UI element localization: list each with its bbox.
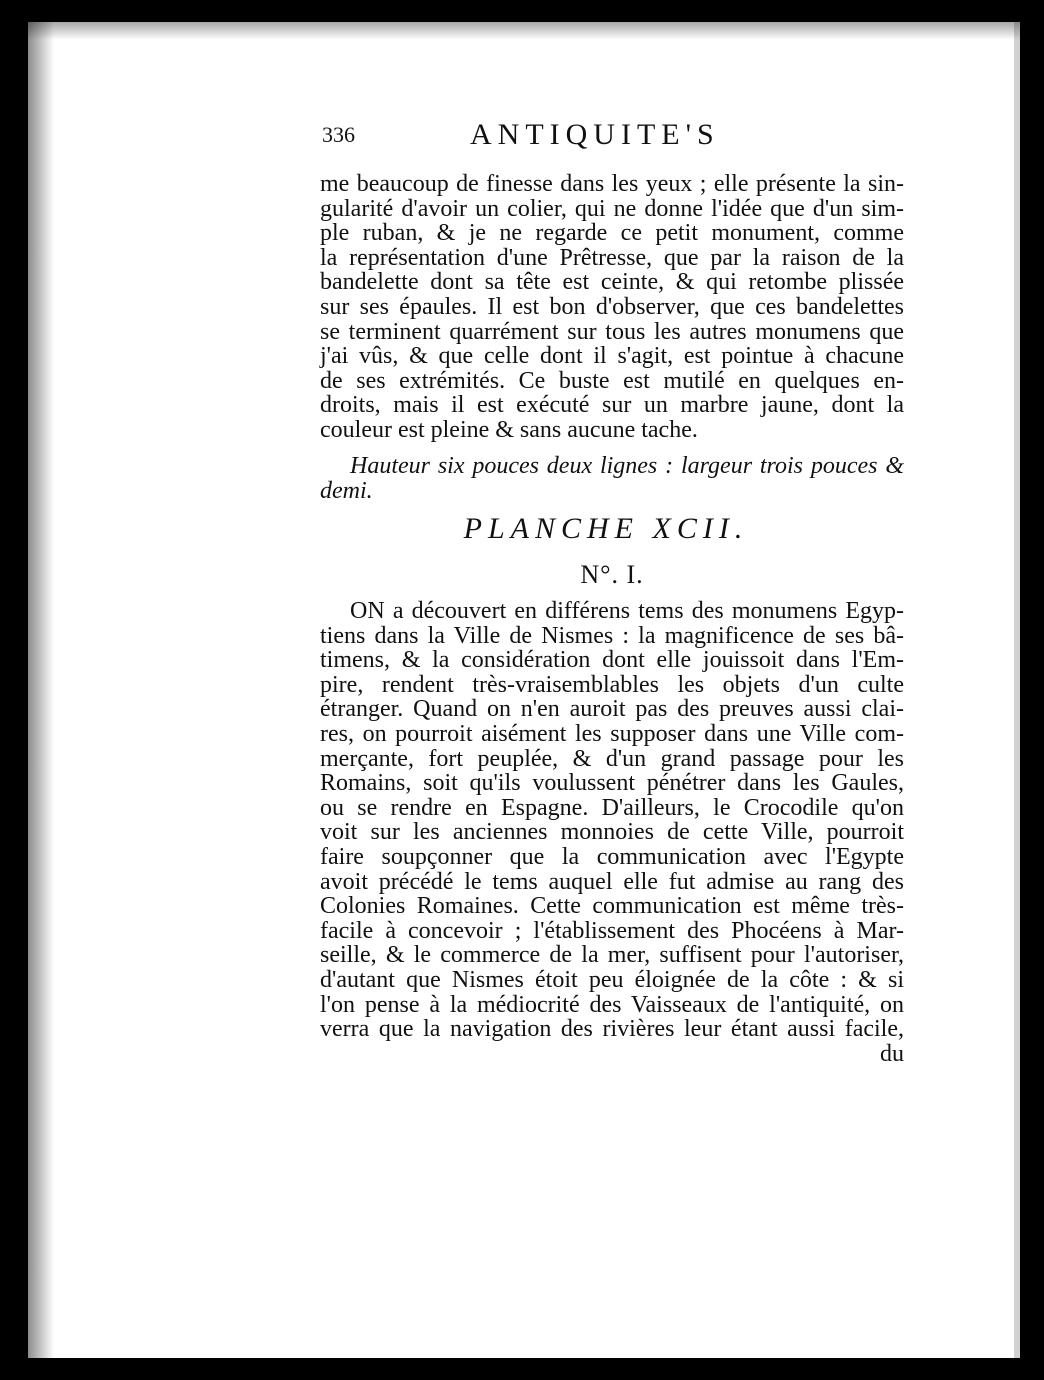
text-line: pire, rendent très-vraisemblables les objets d'un culte — [320, 671, 904, 698]
text-line: se terminent quarrément sur tous les autres monumens que — [320, 318, 904, 345]
running-head: ANTIQUITE'S — [470, 118, 720, 151]
text-line: couleur est pleine & sans aucune tache. — [320, 416, 698, 443]
text-line: droits, mais il est exécuté sur un marbre jaune, dont la — [320, 392, 904, 419]
paragraph-nismes — [320, 599, 904, 1066]
text-line: ou se rendre en Espagne. D'ailleurs, le Crocodile qu'on — [320, 794, 904, 821]
text-line: facile à concevoir ; l'établissement des Phocéens à Mar- — [320, 917, 904, 944]
section-number: N°. I. — [580, 560, 644, 589]
text-line: timens, & la considération dont elle jouissoit dans l'Em- — [320, 647, 904, 674]
text-line: de ses extrémités. Ce buste est mutilé en quelques en- — [320, 367, 904, 394]
page-edge-shadow — [28, 22, 54, 1358]
text-line: tiens dans la Ville de Nismes : la magnificence de ses bâ- — [320, 622, 904, 649]
text-line: verra que la navigation des rivières leur étant aussi facile, — [320, 1016, 904, 1043]
text-line: me beaucoup de finesse dans les yeux ; elle présente la sin- — [320, 171, 904, 197]
text-line: l'on pense à la médiocrité des Vaisseaux de l'antiquité, on — [320, 991, 904, 1018]
text-line: seille, & le commerce de la mer, suffisent pour l'autoriser, — [320, 942, 904, 969]
page-top-shadow — [28, 22, 1020, 40]
text-line: la représentation d'une Prêtresse, que par la raison de la — [320, 244, 904, 271]
text-line: voit sur les anciennes monnoies de cette Ville, pourroit — [320, 819, 904, 846]
text-line: res, on pourroit aisément les supposer dans une Ville com- — [320, 720, 904, 747]
text-line: faire soupçonner que la communication avec l'Egypte — [320, 843, 904, 870]
text-line: ple ruban, & je ne regarde ce petit monument, comme — [320, 220, 904, 247]
page-right-shadow — [1014, 22, 1020, 1358]
text-line: ON a découvert en différens tems des monumens Egyp- — [350, 598, 904, 624]
text-line: Hauteur six pouces deux lignes : largeur trois pouces & — [350, 453, 904, 479]
text-line: avoit précédé le tems auquel elle fut admise au rang des — [320, 868, 904, 895]
text-line: j'ai vûs, & que celle dont il s'agit, est pointue à chacune — [320, 343, 904, 370]
text-line: d'autant que Nismes étoit peu éloignée de la côte : & si — [320, 966, 904, 993]
text-line: bandelette dont sa tête est ceinte, & qui retombe plissée — [320, 269, 904, 296]
text-line: Romains, soit qu'ils voulussent pénétrer dans les Gaules, — [320, 770, 904, 797]
text-line: sur ses épaules. Il est bon d'observer, que ces bandelettes — [320, 293, 904, 320]
page-header — [320, 118, 904, 158]
text-line: demi. — [320, 477, 373, 504]
text-line: Colonies Romaines. Cette communication est même très- — [320, 893, 904, 920]
plate-title: PLANCHE XCII. — [463, 512, 749, 545]
paragraph-bust-description — [320, 172, 904, 443]
catchword: du — [880, 1040, 904, 1067]
page-number: 336 — [322, 122, 355, 147]
text-line: merçante, fort peuplée, & d'un grand passage pour les — [320, 745, 904, 772]
dimensions-note — [320, 454, 904, 503]
text-line: étranger. Quand on n'en auroit pas des preuves aussi clai- — [320, 696, 904, 723]
text-line: gularité d'avoir un colier, qui ne donne l'idée que d'un sim- — [320, 195, 904, 222]
